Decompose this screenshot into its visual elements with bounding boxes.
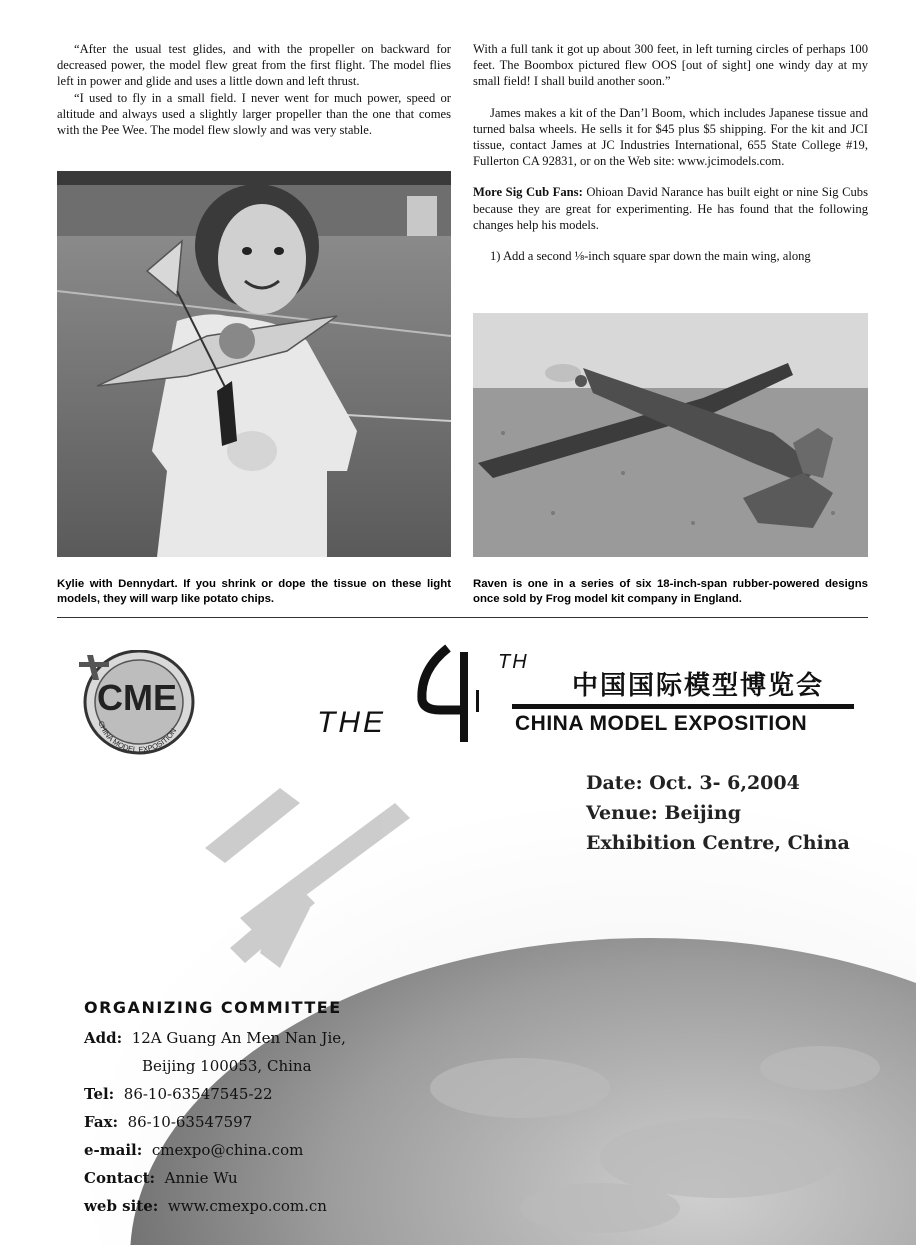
chinese-title: 中国国际模型博览会: [572, 671, 825, 701]
photo-illustration: [57, 171, 451, 557]
paragraph: James makes a kit of the Dan’l Boom, which includes Japanese tissue and turned balsa wheels. He sells it for $45 plus $5 shipping. For the kit and JCI tissue, contact James at JC Industries International, 655 State College #19, Fullerton CA 92831, or on the Web site: www.jcimodels.com.: [473, 105, 868, 169]
logo-letters: CME: [97, 677, 177, 718]
address-row: [84, 1024, 346, 1052]
contact-value: Annie Wu: [164, 1169, 238, 1187]
address-label: Add:: [84, 1029, 123, 1047]
organizing-committee-details: [84, 1024, 346, 1220]
cme-logo: [77, 650, 195, 756]
paragraph-heading: More Sig Cub Fans:: [473, 185, 583, 200]
ordinal-suffix: TH: [498, 651, 529, 673]
email-link[interactable]: cmexpo@china.com: [151, 1141, 304, 1159]
right-column-text: [473, 41, 868, 264]
tel-value: 86-10-63547545-22: [123, 1085, 273, 1103]
website-row: [84, 1192, 346, 1220]
paragraph: “I used to fly in a small field. I never went for much power, speed or altitude and always used a slightly larger propeller than the one that comes with the Pee Wee. The model flew slowly and was very stable.: [57, 90, 451, 138]
tel-label: Tel:: [84, 1085, 115, 1103]
title-rule: [512, 704, 854, 709]
website-link[interactable]: www.cmexpo.com.cn: [167, 1197, 327, 1215]
caption-left-photo: Kylie with Dennydart. If you shrink or dope the tissue on these light models, they will warp like potato chips.: [57, 578, 451, 605]
venue-line-1: Venue: Beijing: [586, 802, 741, 824]
photo-raven-model: [473, 313, 868, 557]
fax-row: [84, 1108, 346, 1136]
paragraph: 1) Add a second ⅛-inch square spar down the main wing, along: [490, 249, 811, 264]
contact-row: [84, 1164, 346, 1192]
paragraph-sig-cub: [473, 184, 868, 233]
logo-ring-text: CHINA MODEL EXPOSITION: [96, 719, 179, 755]
venue-line-2: Exhibition Centre, China: [586, 832, 850, 854]
website-label: web site:: [84, 1197, 159, 1215]
event-details: [586, 768, 850, 858]
email-row: [84, 1136, 346, 1164]
contact-label: Contact:: [84, 1169, 156, 1187]
paragraph: With a full tank it got up about 300 feet, in left turning circles of perhaps 100 feet. The Boombox pictured flew OOS [out of sight] one windy day at my small field! I shall build another soon.”: [473, 42, 868, 89]
address-line-2: Beijing 100053, China: [142, 1057, 312, 1075]
fax-label: Fax:: [84, 1113, 119, 1131]
fax-value: 86-10-63547597: [127, 1113, 253, 1131]
tel-row: [84, 1080, 346, 1108]
paragraph-body: Ohioan David Narance has built eight or nine Sig Cubs because they are great for experimenting. He has found that the following changes help his models.: [473, 185, 868, 232]
caption-right-photo: Raven is one in a series of six 18-inch-span rubber-powered designs once sold by Frog model kit company in England.: [473, 578, 868, 605]
photo-kylie-with-dennydart: [57, 171, 451, 557]
left-column-text: [57, 41, 451, 138]
photo-illustration: [473, 313, 868, 557]
the-label: THE: [317, 706, 386, 739]
address-line-1: 12A Guang An Men Nan Jie,: [131, 1029, 346, 1047]
exposition-title: CHINA MODEL EXPOSITION: [515, 712, 808, 735]
organizing-committee-heading: ORGANIZING COMMITTEE: [84, 998, 342, 1017]
paragraph: “After the usual test glides, and with the propeller on backward for decreased power, the model flew great from the first flight. The model flies left in power and glide and uses a little down and left thrust.: [57, 42, 451, 89]
email-label: e-mail:: [84, 1141, 143, 1159]
date-line: Date: Oct. 3- 6,2004: [586, 772, 800, 794]
